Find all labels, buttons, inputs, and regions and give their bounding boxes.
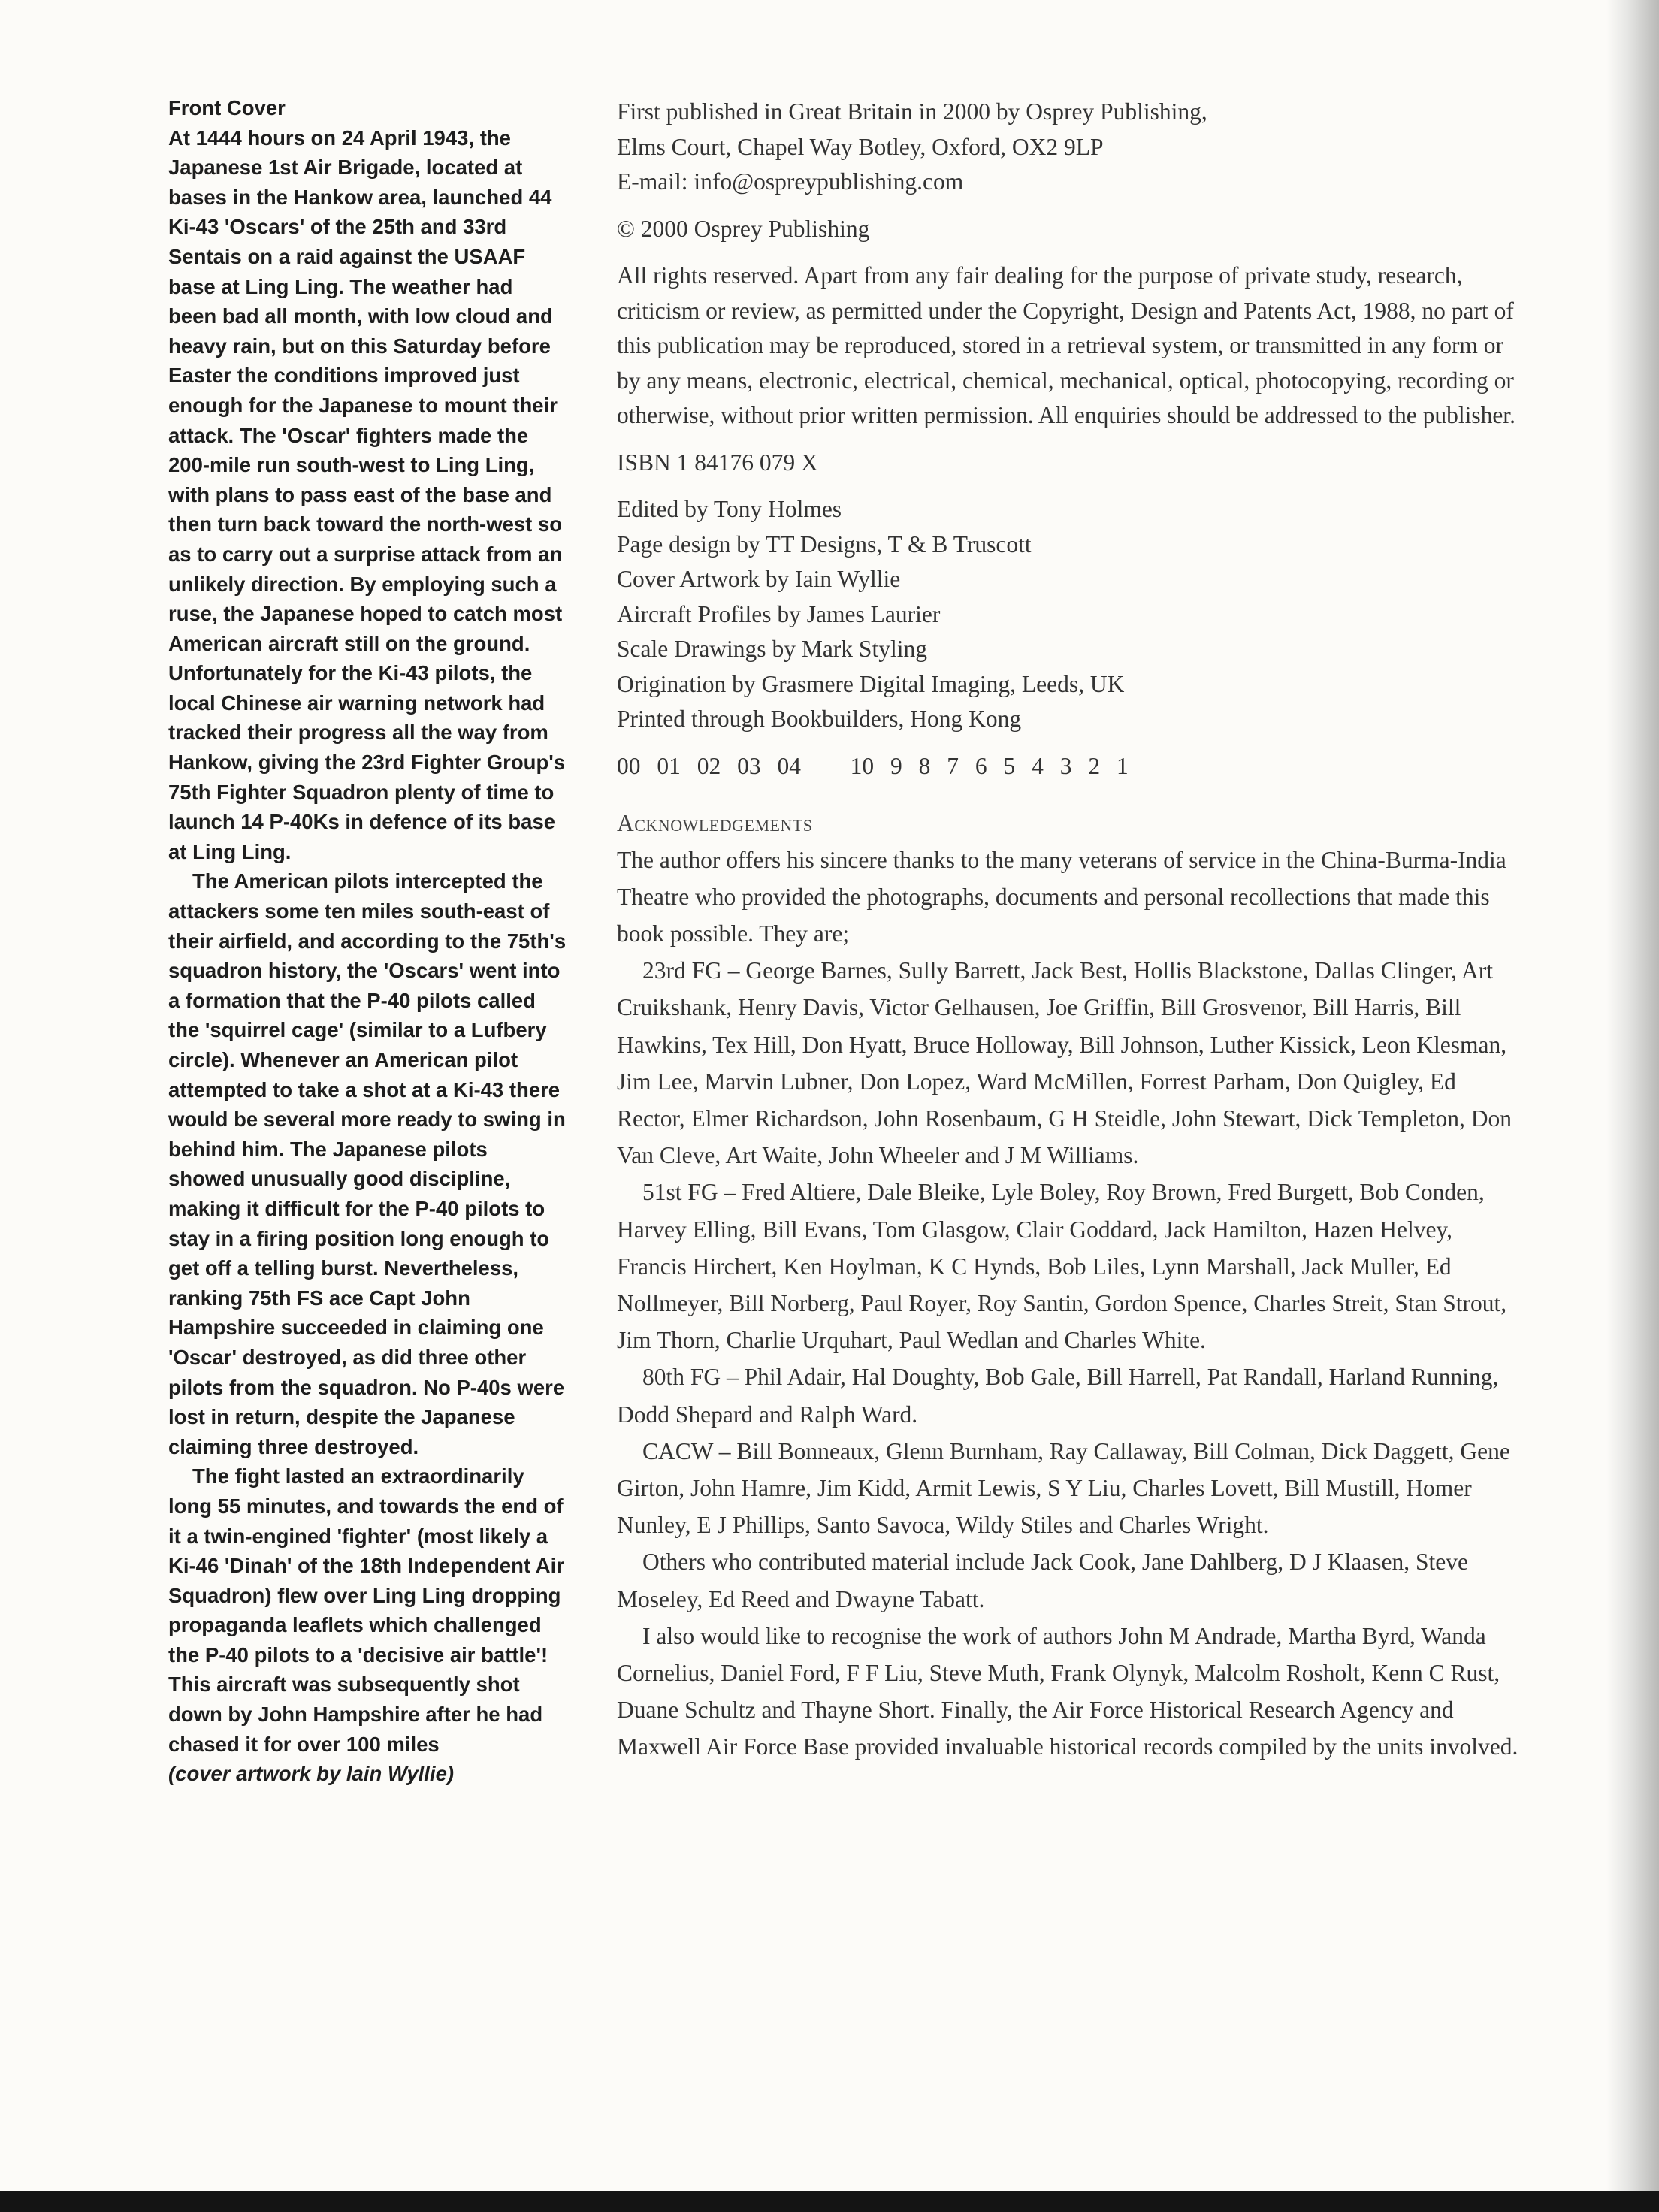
caption-paragraph-3: The fight lasted an extraordinarily long 55 minutes, and towards the end of it a twin-engined 'fighter' (most likely a Ki-46 'Dinah' of the 18th Independent Air Squadron) flew over Ling Ling dropping propaganda leaflets which challenged the P-40 pilots to a 'decisive air battle'! This aircraft was subsequently shot down by John Hampshire after he had chased it for over 100 miles: [168, 1464, 564, 1756]
acknowledgements-body: [617, 842, 1518, 1766]
caption-paragraph-2: The American pilots intercepted the attackers some ten miles south-east of their airfield, and according to the 75th's squadron history, the 'Oscars' went into a formation that the P-40 pilots called the 'squirrel cage' (similar to a Lufbery circle). Whenever an American pilot attempted to take a shot at a Ki-43 there would be several more ready to swing in behind him. The Japanese pilots showed unusually good discipline, making it difficult for the P-40 pilots to stay in a firing position long enough to get off a telling burst. Nevertheless, ranking 75th FS ace Capt John Hampshire succeeded in claiming one 'Oscar' destroyed, as did three other pilots from the squadron. No P-40s were lost in return, despite the Japanese claiming three destroyed.: [168, 869, 567, 1458]
caption-heading: Front Cover: [168, 96, 286, 119]
imprint-column: [617, 95, 1518, 1766]
ack-intro: The author offers his sincere thanks to the many veterans of service in the China-Burma-India Theatre who provided the photographs, documents and personal recollections that made this book possible. They are;: [617, 846, 1506, 947]
credit-line: Cover Artwork by Iain Wyllie: [617, 566, 901, 592]
publisher-line-1: First published in Great Britain in 2000 by Osprey Publishing,: [617, 98, 1207, 125]
credit-line: Origination by Grasmere Digital Imaging, Leeds, UK: [617, 670, 1125, 697]
credit-line: Scale Drawings by Mark Styling: [617, 636, 927, 662]
scan-bottom-border: [0, 2191, 1659, 2212]
ack-authors: I also would like to recognise the work of authors John M Andrade, Martha Byrd, Wanda Cornelius, Daniel Ford, F F Liu, Steve Muth, Frank Olynyk, Malcolm Rosholt, Kenn C Rust, Duane Schultz and Thayne Short. Finally, the Air Force Historical Research Agency and Maxwell Air Force Base provided invaluable historical records compiled by the units involved.: [617, 1622, 1518, 1760]
credit-line: Aircraft Profiles by James Laurier: [617, 600, 941, 627]
printing-numbers: 00 01 02 03 04 10 9 8 7 6 5 4 3 2 1: [617, 752, 1129, 779]
publisher-line-2: Elms Court, Chapel Way Botley, Oxford, OX2 9LP: [617, 133, 1104, 160]
ack-80th-fg: 80th FG – Phil Adair, Hal Doughty, Bob Gale, Bill Harrell, Pat Randall, Harland Running, Dodd Shepard and Ralph Ward.: [617, 1364, 1499, 1428]
credit-line: Edited by Tony Holmes: [617, 496, 842, 522]
ack-51st-fg: 51st FG – Fred Altiere, Dale Bleike, Lyle Boley, Roy Brown, Fred Burgett, Bob Conden, Harvey Elling, Bill Evans, Tom Glasgow, Clair Goddard, Jack Hamilton, Hazen Helvey, Francis Hirchert, Ken Hoylman, K C Hynds, Bob Liles, Lynn Marshall, Jack Muller, Ed Nollmeyer, Bill Norberg, Paul Royer, Roy Santin, Gordon Spence, Charles Streit, Stan Strout, Jim Thorn, Charlie Urquhart, Paul Wedlan and Charles White.: [617, 1179, 1507, 1354]
page-edge-shadow: [1606, 0, 1659, 2212]
ack-others: Others who contributed material include Jack Cook, Jane Dahlberg, D J Klaasen, Steve Moseley, Ed Reed and Dwayne Tabatt.: [617, 1549, 1468, 1612]
front-cover-caption: [168, 93, 567, 1789]
rights-statement: All rights reserved. Apart from any fair dealing for the purpose of private study, research, criticism or review, as permitted under the Copyright, Design and Patents Act, 1988, no part of this publication may be reproduced, stored in a retrieval system, or transmitted in any form or by any means, electronic, electrical, chemical, mechanical, optical, photocopying, recording or otherwise, without prior written permission. All enquiries should be addressed to the publisher.: [617, 262, 1515, 428]
publisher-email: E-mail: info@ospreypublishing.com: [617, 168, 964, 195]
caption-artwork-credit: (cover artwork by Iain Wyllie): [168, 1762, 455, 1786]
credit-line: Page design by TT Designs, T & B Truscott: [617, 530, 1032, 558]
credit-line: Printed through Bookbuilders, Hong Kong: [617, 706, 1022, 732]
copyright-notice: © 2000 Osprey Publishing: [617, 215, 870, 242]
production-credits: [617, 492, 1518, 737]
caption-paragraph-1: At 1444 hours on 24 April 1943, the Japanese 1st Air Brigade, located at bases in the Hankow area, launched 44 Ki-43 'Oscars' of the 25th and 33rd Sentais on a raid against the USAAF base at Ling Ling. The weather had been bad all month, with low cloud and heavy rain, but on this Saturday before Easter the conditions improved just enough for the Japanese to mount their attack. The 'Oscar' fighters made the 200-mile run south-west to Ling Ling, with plans to pass east of the base and then turn back toward the north-west so as to carry out a surprise attack from an unlikely direction. By employing such a ruse, the Japanese hoped to catch most American aircraft still on the ground. Unfortunately for the Ki-43 pilots, the local Chinese air warning network had tracked their progress all the way from Hankow, giving the 23rd Fighter Group's 75th Fighter Squadron plenty of time to launch 14 P-40Ks in defence of its base at Ling Ling.: [168, 125, 566, 863]
ack-cacw: CACW – Bill Bonneaux, Glenn Burnham, Ray Callaway, Bill Colman, Dick Daggett, Gene Girton, John Hamre, Jim Kidd, Armit Lewis, S Y Liu, Charles Lovett, Bill Mustill, Homer Nunley, E J Phillips, Santo Savoca, Wildy Stiles and Charles Wright.: [617, 1437, 1510, 1539]
isbn: ISBN 1 84176 079 X: [617, 449, 818, 476]
acknowledgements-heading: Acknowledgements: [617, 810, 813, 836]
ack-23rd-fg: 23rd FG – George Barnes, Sully Barrett, Jack Best, Hollis Blackstone, Dallas Clinger, Art Cruikshank, Henry Davis, Victor Gelhausen, Joe Griffin, Bill Grosvenor, Bill Harris, Bill Hawkins, Tex Hill, Don Hyatt, Bruce Holloway, Bill Johnson, Luther Kissick, Leon Klesman, Jim Lee, Marvin Lubner, Don Lopez, Ward McMillen, Forrest Parham, Don Quigley, Ed Rector, Elmer Richardson, John Rosenbaum, G H Steidle, John Stewart, Dick Templeton, Don Van Cleve, Art Waite, John Wheeler and J M Williams.: [617, 957, 1512, 1169]
